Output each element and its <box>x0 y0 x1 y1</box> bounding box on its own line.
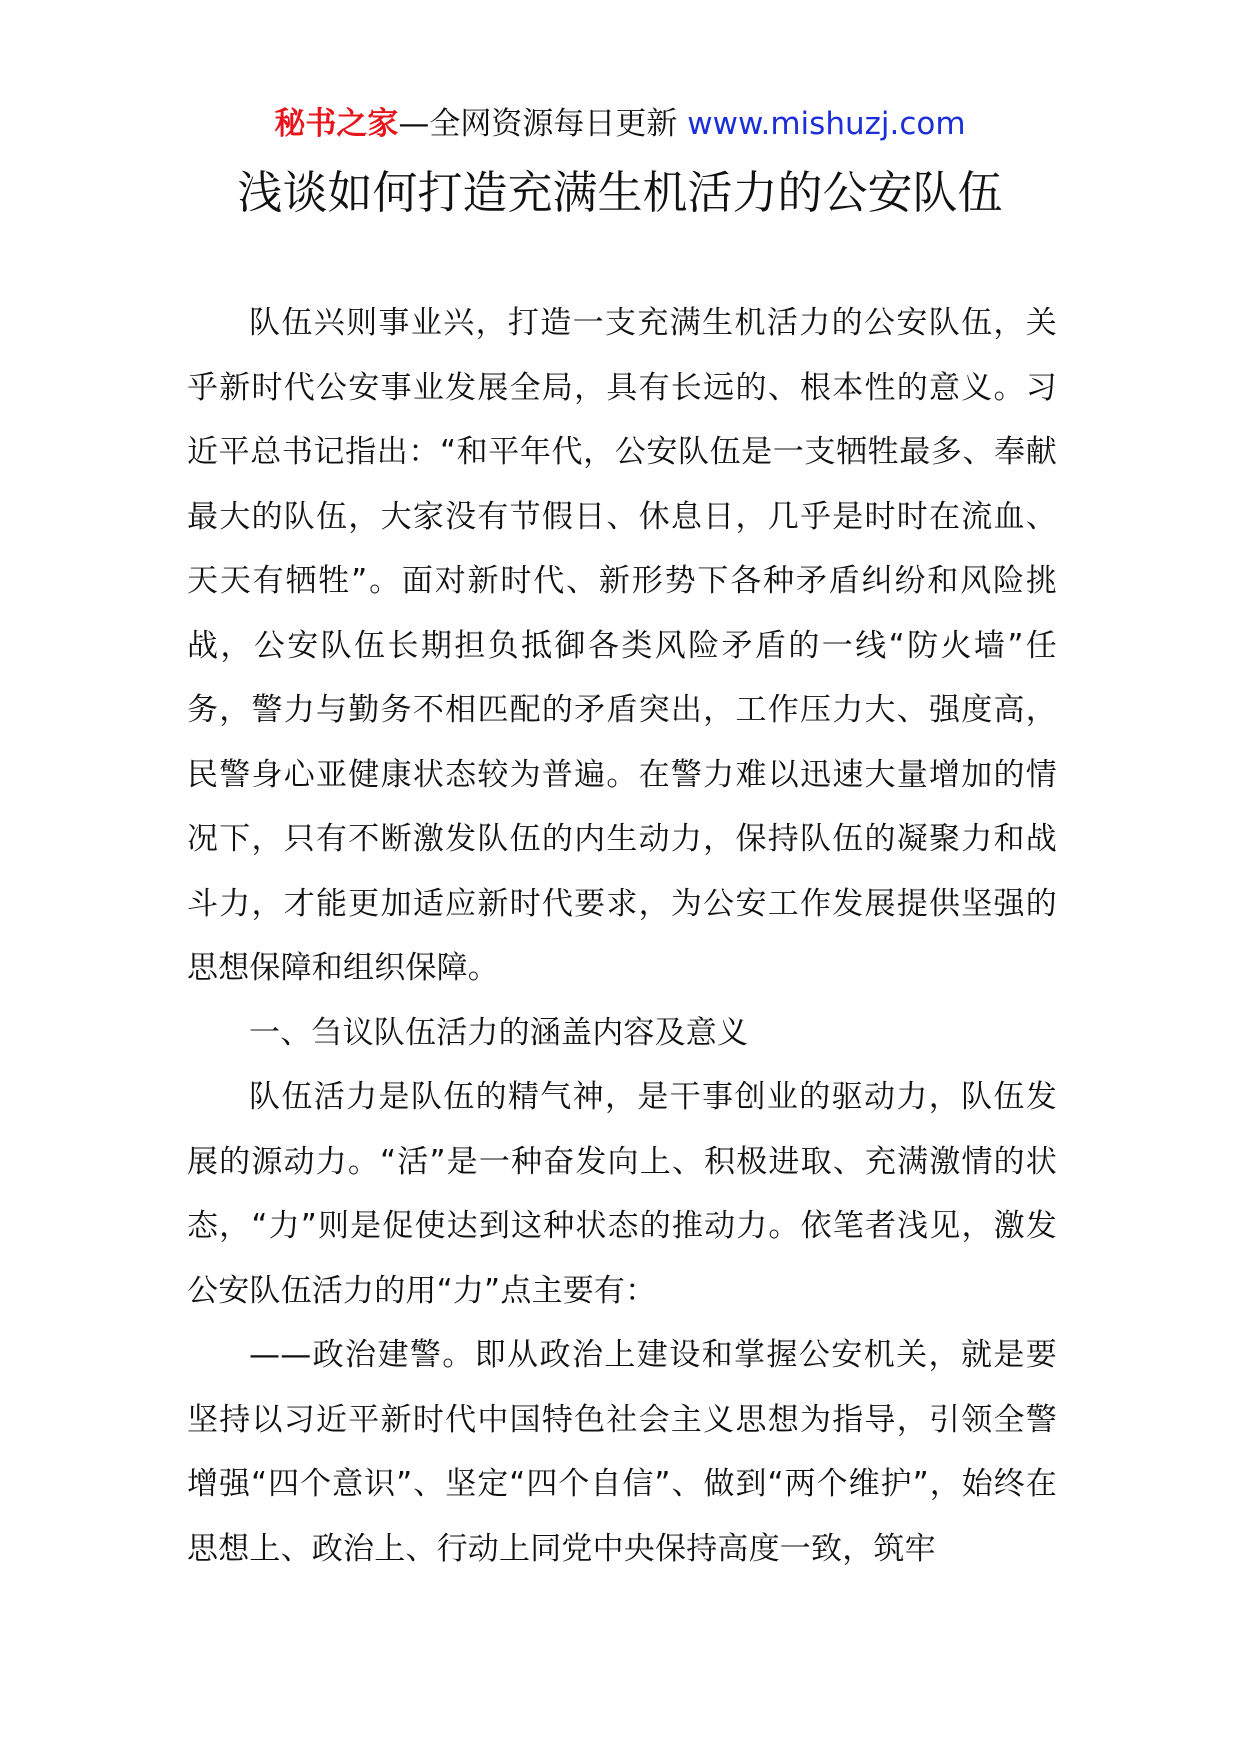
document-title: 浅谈如何打造充满生机活力的公安队伍 <box>237 166 1003 219</box>
paragraph-intro: 队伍兴则事业兴，打造一支充满生机活力的公安队伍，关乎新时代公安事业发展全局，具有长远的、根本性的意义。习近平总书记指出：“和平年代，公安队伍是一支牺牲最多、奉献最大的队伍，大家没有节假日、休息日，几乎是时时在流血、天天有牺牲”。面对新时代、新形势下各种矛盾纠纷和风险挑战，公安队伍长期担负抵御各类风险矛盾的一线“防火墙”任务，警力与勤务不相匹配的矛盾突出，工作压力大、强度高，民警身心亚健康状态较为普遍。在警力难以迅速大量增加的情况下，只有不断激发队伍的内生动力，保持队伍的凝聚力和战斗力，才能更加适应新时代要求，为公安工作发展提供坚强的思想保障和组织保障。 <box>187 305 1057 986</box>
site-url-link[interactable]: www.mishuzj.com <box>687 106 966 142</box>
site-brand: 秘书之家 <box>274 106 399 142</box>
paragraph-political: ——政治建警。即从政治上建设和掌握公安机关，就是要坚持以习近平新时代中国特色社会主义思想为指导，引领全警增强“四个意识”、坚定“四个自信”、做到“两个维护”，始终在思想上、政治上、行动上同党中央保持高度一致，筑牢 <box>187 1337 1057 1567</box>
site-tagline: —全网资源每日更新 <box>398 106 678 142</box>
document-body <box>187 291 1057 1581</box>
section-heading: 一、刍议队伍活力的涵盖内容及意义 <box>249 1014 749 1051</box>
site-header <box>0 100 1240 148</box>
paragraph-vitality: 队伍活力是队伍的精气神，是干事创业的驱动力，队伍发展的源动力。“活”是一种奋发向上、积极进取、充满激情的状态，“力”则是促使达到这种状态的推动力。依笔者浅见，激发公安队伍活力的用“力”点主要有： <box>187 1079 1057 1309</box>
